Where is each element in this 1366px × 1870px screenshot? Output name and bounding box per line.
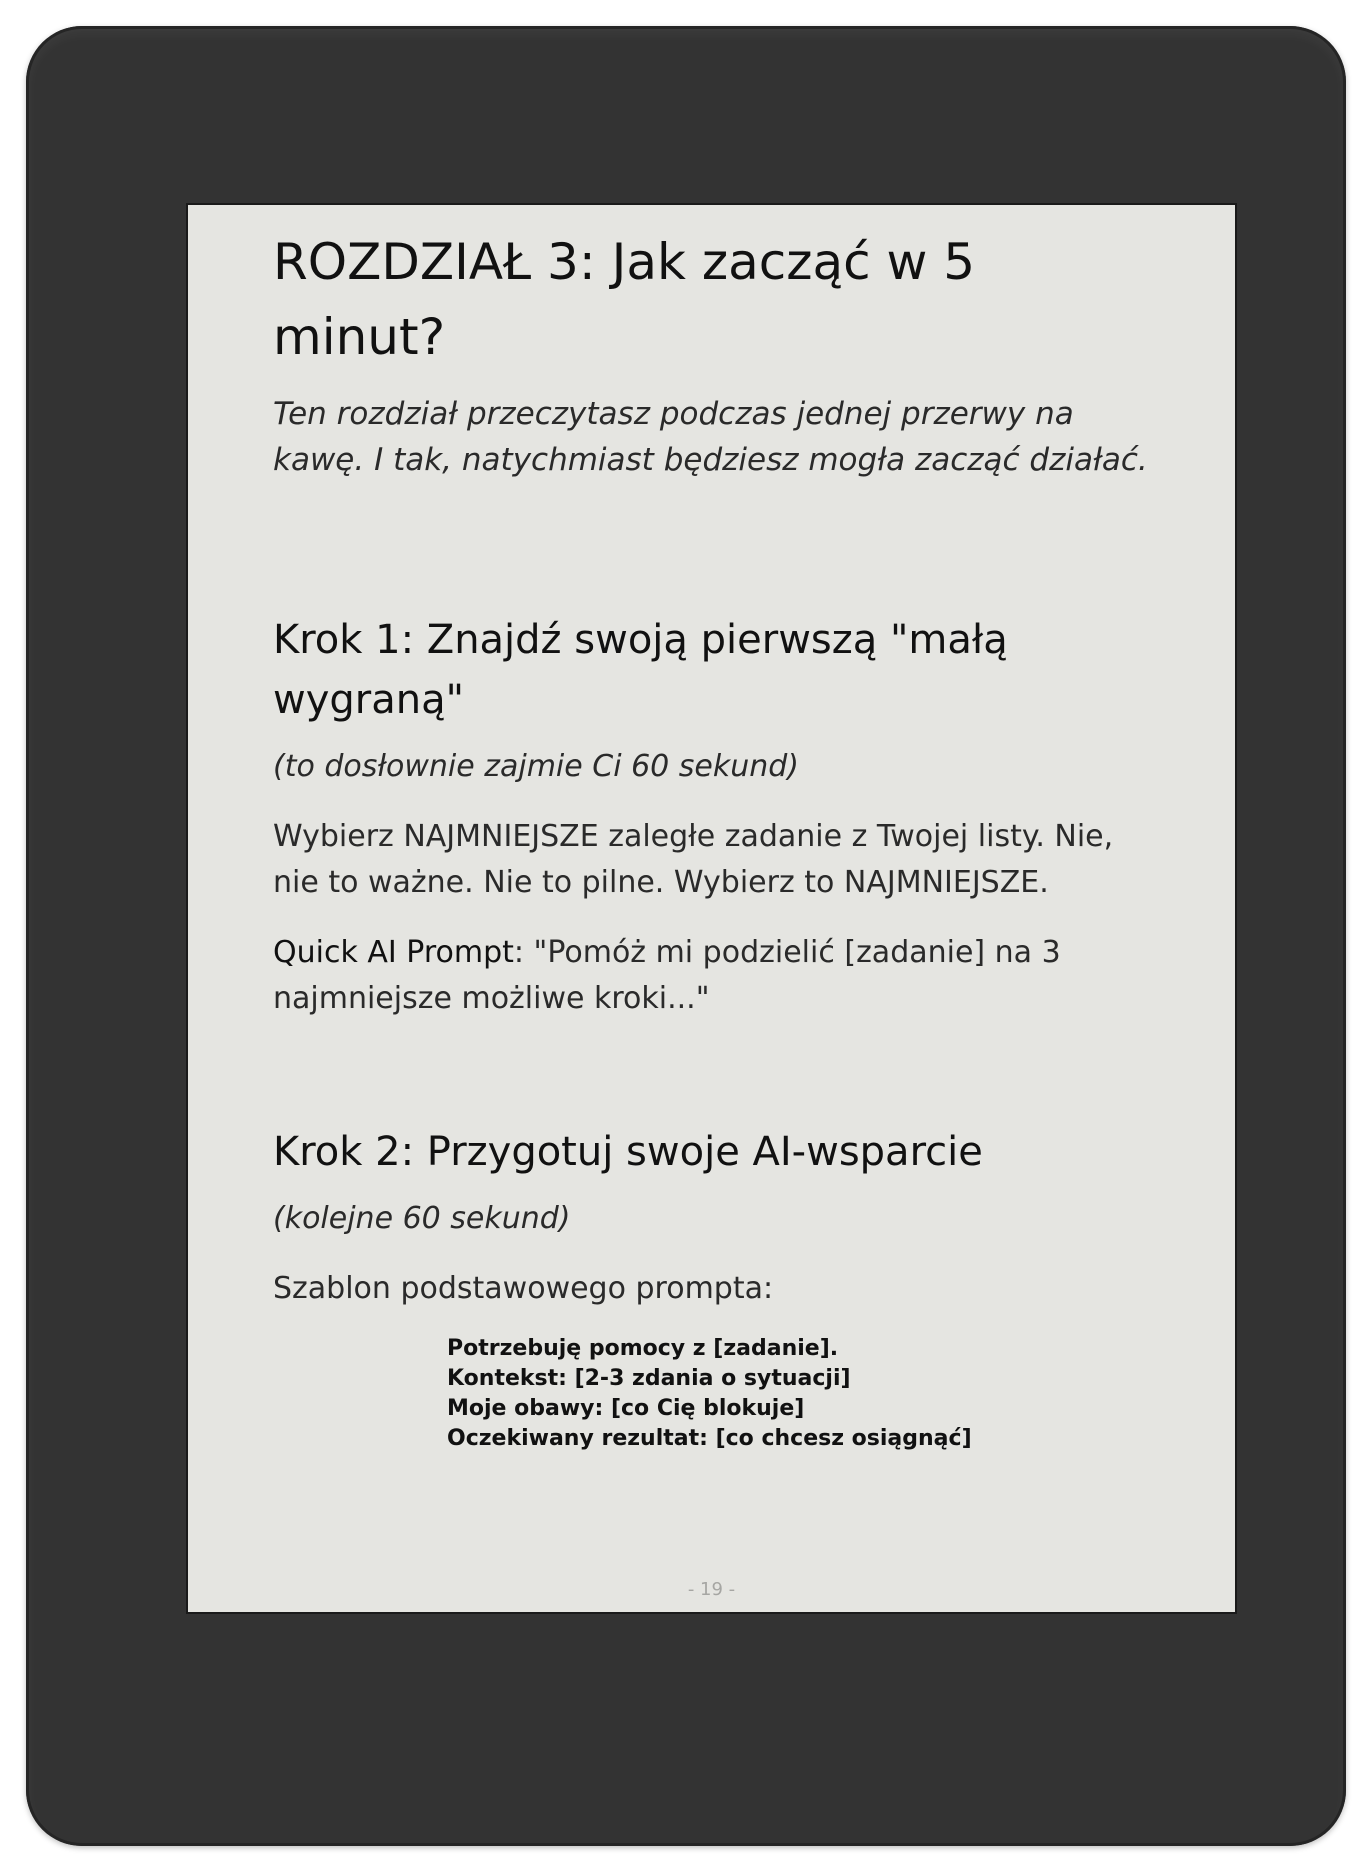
step-2-body: Szablon podstawowego prompta:: [273, 1271, 774, 1306]
chapter-intro: Ten rozdział przeczytasz podczas jednej przerwy na kawę. I tak, natychmiast będziesz mogła zacząć działać.: [273, 396, 1148, 478]
template-line: Oczekiwany rezultat: [co chcesz osiągnąć]: [447, 1426, 972, 1451]
step-1-body: Wybierz NAJMNIEJSZE zaległe zadanie z Twojej listy. Nie, nie to ważne. Nie to pilne. Wybierz to NAJMNIEJSZE.: [273, 819, 1114, 900]
step-2-timing: (kolejne 60 sekund): [273, 1201, 571, 1236]
template-line: Potrzebuję pomocy z [zadanie].: [447, 1336, 839, 1361]
prompt-label: Quick AI Prompt: [273, 935, 514, 970]
step-1-prompt: [273, 930, 1153, 1022]
prompt-text: : "Pomóż mi podzielić [zadanie] na 3 najmniejsze możliwe kroki...": [273, 935, 1061, 1016]
template-line: Kontekst: [2-3 zdania o sytuacji]: [447, 1366, 851, 1391]
page-content: [273, 225, 1153, 1454]
page-number: - 19 -: [687, 1579, 736, 1600]
step-2-heading: Krok 2: Przygotuj swoje AI-wsparcie: [273, 1129, 983, 1175]
prompt-template: [447, 1334, 1153, 1454]
step-1-heading: Krok 1: Znajdź swoją pierwszą "małą wygraną": [273, 617, 1008, 723]
template-line: Moje obawy: [co Cię blokuje]: [447, 1396, 805, 1421]
chapter-title: ROZDZIAŁ 3: Jak zacząć w 5 minut?: [273, 233, 976, 366]
step-1-timing: (to dosłownie zajmie Ci 60 sekund): [273, 749, 800, 784]
ereader-device: [26, 26, 1346, 1846]
ereader-screen[interactable]: [186, 203, 1237, 1614]
